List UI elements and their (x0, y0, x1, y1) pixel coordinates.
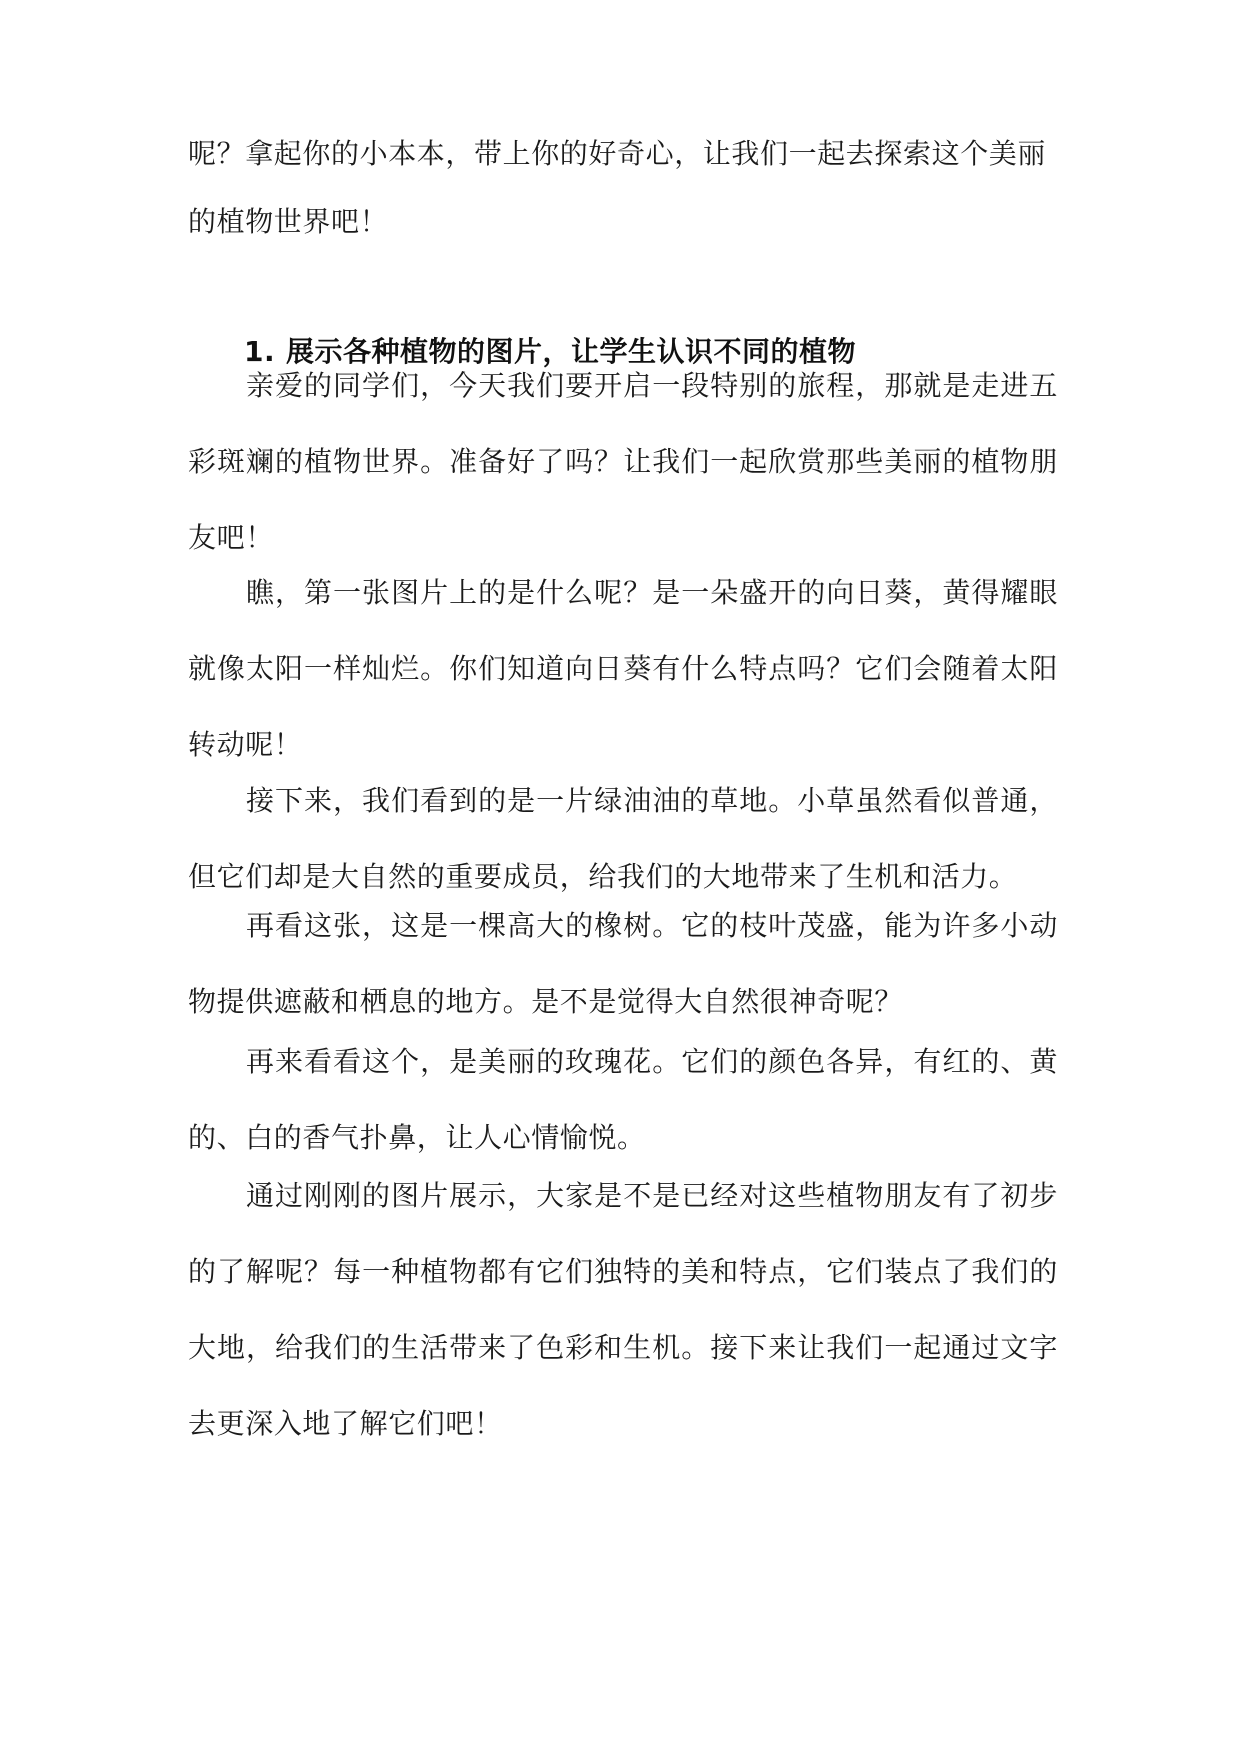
paragraph-2: 瞧，第一张图片上的是什么呢？是一朵盛开的向日葵，黄得耀眼就像太阳一样灿烂。你们知道向日葵有什么特点吗？它们会随着太阳转动呢！ (188, 576, 1058, 761)
paragraph-4: 再看这张，这是一棵高大的橡树。它的枝叶茂盛，能为许多小动物提供遮蔽和栖息的地方。是不是觉得大自然很神奇呢？ (188, 909, 1058, 1018)
paragraph-1: 亲爱的同学们，今天我们要开启一段特别的旅程，那就是走进五彩斑斓的植物世界。准备好了吗？让我们一起欣赏那些美丽的植物朋友吧！ (188, 369, 1058, 554)
intro-line-1: 呢？拿起你的小本本，带上你的好奇心，让我们一起去探索这个美丽 (188, 137, 1047, 170)
paragraph-6: 通过刚刚的图片展示，大家是不是已经对这些植物朋友有了初步的了解呢？每一种植物都有它们独特的美和特点，它们装点了我们的大地，给我们的生活带来了色彩和生机。接下来让我们一起通过文字去更深入地了解它们吧！ (188, 1179, 1058, 1440)
paragraph-5: 再来看看这个，是美丽的玫瑰花。它们的颜色各异，有红的、黄的、白的香气扑鼻，让人心情愉悦。 (188, 1045, 1058, 1154)
paragraph-3: 接下来，我们看到的是一片绿油油的草地。小草虽然看似普通，但它们却是大自然的重要成员，给我们的大地带来了生机和活力。 (188, 784, 1058, 893)
section-number: 1. (244, 335, 276, 368)
intro-line-2: 的植物世界吧！ (188, 205, 389, 238)
section-title: 展示各种植物的图片，让学生认识不同的植物 (286, 335, 857, 368)
